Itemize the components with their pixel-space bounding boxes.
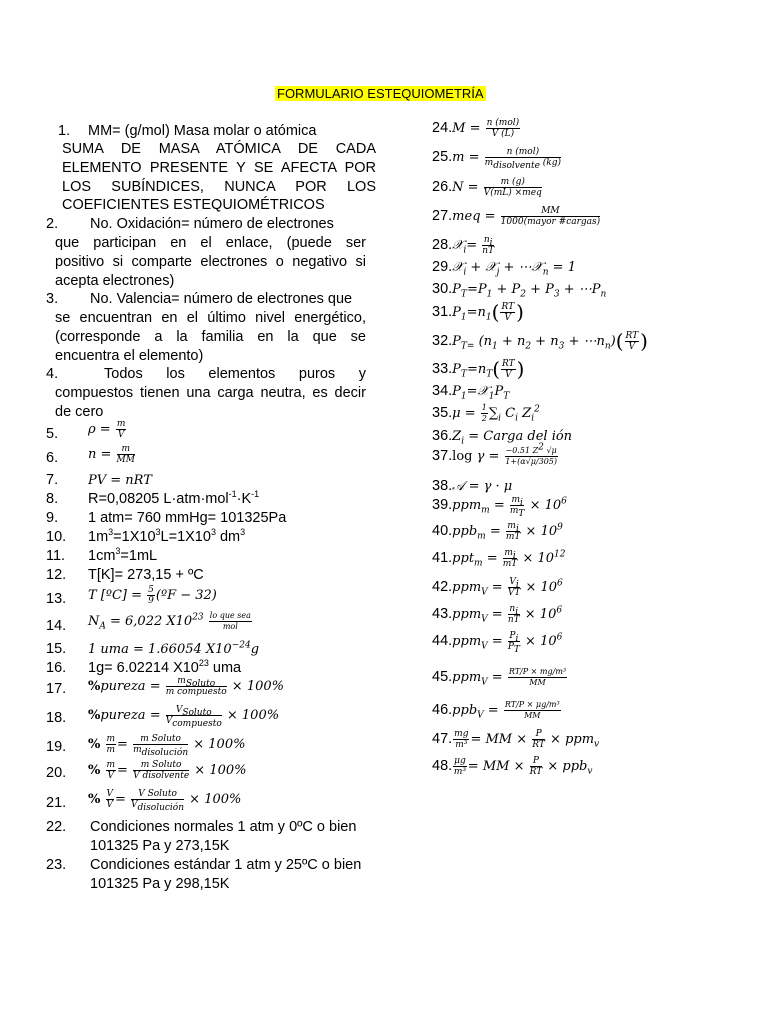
item-number: 3.	[46, 291, 59, 307]
uma-equivalence: 1 uma = 1.66054 $X10^{-24}g$	[88, 640, 260, 657]
item-text: No. Oxidación= número de electrones	[90, 216, 334, 232]
gas-constant: R=0,08205 $L\cdot atm\cdot mol^{-1}\cdot K^{-1}$	[88, 489, 260, 507]
item-text: 101325 Pa y 273,15K	[90, 838, 230, 854]
page-title: FORMULARIO ESTEQUIOMETRÍA	[277, 86, 484, 101]
item-text: 101325 Pa y 298,15K	[90, 876, 230, 892]
item-number: 6.	[46, 450, 59, 466]
formula-purity-mass: %pureza = $m_{Soluto}$ m compuesto × 100%	[88, 676, 284, 697]
kelvin-conversion: T[K]= 273,15 + ºC	[88, 567, 204, 583]
item-number: 22.	[46, 819, 67, 835]
item-text: COEFICIENTES ESTEQUIOMÉTRICOS	[62, 197, 325, 213]
item-text: que participan en el enlace, (puede ser	[55, 235, 366, 251]
item-text: (corresponde a la familia en la que se	[55, 329, 366, 345]
item-number: 7.	[46, 472, 59, 488]
formula-ppm-volume-moles: 43.ppm$_V$ = $\frac{n_i}{nT}$ × $10^6$	[432, 604, 563, 625]
formula-moles: n = $\frac{m}{MM}$	[88, 444, 135, 465]
formula-molarity: 24.M = n (mol) V (L)	[432, 118, 520, 139]
item-number: 9.	[46, 510, 59, 526]
item-number: 2.	[46, 216, 59, 232]
item-text: Condiciones normales 1 atm y 0ºC o bien	[90, 819, 357, 835]
formula-ug-per-m3: 48. $\frac{\mu g}{\text{m³}}$ = MM × $\frac{P}{RT}$ × ppb$_v$	[432, 756, 593, 777]
formula-mg-per-m3: 47. $\frac{mg}{\text{m³}}$ = MM × $\frac{P}{RT}$ × ppm$_v$	[432, 729, 600, 750]
formula-ppb-volume-gas: 46.ppb$_V$ = $\frac{\text{RT/P × μg/m³}}{MM}$	[432, 700, 560, 721]
formula-partial-pressure: $31.P_1=n_1$( $\frac{RT}{V}$ )	[432, 300, 524, 324]
formula-meq: 27.meq = MM 1000(mayor #cargas)	[432, 206, 601, 227]
item-text: de cero	[55, 404, 104, 420]
formula-total-pressure-nt: $33.P_T=n_T$( $\frac{RT}{V}$ )	[432, 357, 525, 381]
item-number: 15.	[46, 641, 67, 657]
formula-mole-fraction-sum: 29.𝒳$_i$ + 𝒳$_j$ + ⋯𝒳$_n$ = 1	[432, 259, 576, 278]
item-number: 20.	[46, 765, 67, 781]
formula-volume-percent: % $\frac{V}{V}$ = V Soluto $V_{disolución}$ × 100%	[88, 789, 242, 813]
pressure-equivalence: 1 atm= 760 mmHg= 101325Pa	[88, 510, 287, 526]
item-text: ELEMENTO PRESENTE Y SE AFECTA POR	[62, 160, 376, 176]
formula-mole-fraction: 28.𝒳$_i$= $\frac{n_i}{nT}$	[432, 235, 495, 256]
item-text: SUMA DE MASA ATÓMICA DE CADA	[62, 141, 376, 157]
item-text: encuentra el elemento)	[55, 348, 204, 364]
formula-molality: 25.m = n (mol) $m_{disolvente}$ (kg)	[432, 147, 562, 171]
item-text: Condiciones estándar 1 atm y 25ºC o bien	[90, 857, 362, 873]
item-number: 1.	[58, 123, 71, 139]
formula-total-pressure-moles: $32.P_{T=}$ ($n_1 + n_2 + n_3$ + $\cdots n_n$)( $\frac{RT}{V}$ )	[432, 329, 648, 353]
item-text: LOS SUBÍNDICES, NUNCA POR LOS	[62, 179, 376, 195]
formula-dalton: $34.P_1=𝒳_1P_T$	[432, 383, 510, 402]
item-text: MM= (g/mol) Masa molar o atómica	[88, 123, 317, 139]
item-number: 5.	[46, 426, 59, 442]
formula-ppm-mass: 39.ppm$_m$ = $\frac{m_i}{m_T}$ × $10^6$	[432, 495, 567, 519]
cm3-equivalence: $1cm^3=1mL$	[88, 546, 158, 564]
item-text: acepta electrones)	[55, 273, 175, 289]
formula-normality: 26.N = m (g) V(mL) ×meq	[432, 177, 542, 198]
item-number: 21.	[46, 795, 67, 811]
item-number: 23.	[46, 857, 67, 873]
formula-ideal-gas: PV = nRT	[88, 473, 152, 488]
item-text: positivo si comparte electrones o negativo si	[55, 254, 366, 270]
avogadro-number: $N_A = 6,022$ $X10^{23}$ lo que sea mol	[88, 611, 251, 632]
formula-mass-volume-percent: % $\frac{m}{V}$ = m Soluto V disolvente × 100%	[88, 760, 247, 781]
formula-ppm-volume-gas: 45.ppm$_V$ = $\frac{\text{RT/P × mg/m³}}{MM}$	[432, 667, 567, 688]
formula-ppm-volume-pressure: 44.ppm$_V$ = $\frac{P_i}{P_T}$ × $10^6$	[432, 631, 563, 655]
item-number: 19.	[46, 739, 67, 755]
item-number: 16.	[46, 660, 67, 676]
formula-purity-volume: %pureza = $V_{Soluto}$ $V_{compuesto}$ × 100%	[88, 705, 280, 729]
formula-activity: 38.𝒜 = γ · μ	[432, 478, 513, 494]
formula-mass-percent: % $\frac{m}{m}$ = m Soluto $m_{disolución}$ × 100%	[88, 734, 246, 758]
item-text: se encuentran en el último nivel energético,	[55, 310, 366, 326]
volume-equivalence: $1m^3=1X10^3L=1X10^3$ $dm^3$	[88, 527, 246, 545]
formula-ion-charge: $36.Z_i$ = Carga del ión	[432, 428, 573, 447]
item-number: 4.	[46, 366, 59, 382]
gram-to-uma: 1g= 6.02214 $X10^{23}$ uma	[88, 658, 242, 676]
formula-density: ρ = $\frac{m}{V}$	[88, 419, 126, 440]
item-number: 17.	[46, 681, 67, 697]
item-number: 14.	[46, 618, 67, 634]
item-number: 18.	[46, 710, 67, 726]
formula-ppt-mass: 41.ppt$_m$ = $\frac{m_i}{mT}$ × $10^{12}$	[432, 548, 566, 569]
item-number: 13.	[46, 591, 67, 607]
item-number: 8.	[46, 491, 59, 507]
item-text: Todos los elementos puros y	[104, 366, 366, 382]
item-number: 11.	[46, 548, 66, 564]
item-text: No. Valencia= número de electrones que	[90, 291, 353, 307]
fahrenheit-conversion: T [ºC] = $\frac{5}{9}$ (ºF − 32)	[88, 585, 217, 606]
item-text: compuestos tienen una carga neutra, es decir	[55, 385, 366, 401]
formula-ppb-mass: 40.ppb$_m$ = $\frac{m_i}{mT}$ × $10^9$	[432, 521, 563, 542]
item-number: 12.	[46, 567, 67, 583]
formula-activity-coefficient: 37.log γ = $\frac{-0.51 Z^2 √\mu}{1+(\alpha√\mu/305)}$	[432, 442, 557, 466]
item-number: 10.	[46, 529, 67, 545]
formula-ionic-strength: 35.μ = $\frac{1}{2}$ $\sum_i$ $C_i$ $Z_i^2$	[432, 403, 540, 424]
formula-ppm-volume: 42.ppm$_V$ = $\frac{V_i}{VT}$ × $10^6$	[432, 577, 563, 598]
formula-total-pressure: $30.P_T=P_1 + P_2 + P_3$ + $\cdots P_n$	[432, 281, 607, 300]
